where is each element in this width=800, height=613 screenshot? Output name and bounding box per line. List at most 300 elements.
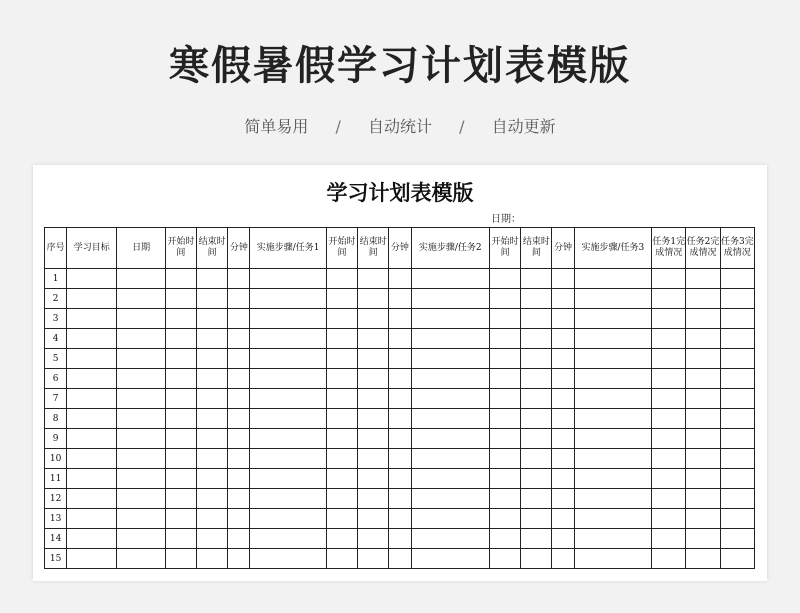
table-cell[interactable]: [574, 329, 652, 349]
table-row: [45, 509, 755, 529]
table-cell[interactable]: [165, 429, 196, 449]
table-cell[interactable]: [165, 369, 196, 389]
table-cell[interactable]: [358, 489, 389, 509]
spreadsheet-preview: [33, 165, 767, 581]
table-cell[interactable]: [228, 449, 250, 469]
col-header: 学习目标: [67, 228, 117, 269]
col-header: 日期: [117, 228, 165, 269]
feature-auto-update: 自动更新: [491, 117, 556, 136]
row-number-cell: 9: [45, 429, 67, 449]
col-header: 开始时间: [490, 228, 521, 269]
table-cell[interactable]: [165, 289, 196, 309]
table-cell[interactable]: [117, 469, 165, 489]
table-cell[interactable]: [117, 549, 165, 569]
table-cell[interactable]: [411, 329, 490, 349]
table-cell[interactable]: [358, 529, 389, 549]
table-cell[interactable]: [197, 369, 228, 389]
table-cell[interactable]: [389, 489, 411, 509]
table-cell[interactable]: [574, 349, 652, 369]
table-cell[interactable]: [521, 389, 552, 409]
table-cell[interactable]: [197, 449, 228, 469]
table-cell[interactable]: [228, 269, 250, 289]
table-cell[interactable]: [250, 269, 327, 289]
table-cell[interactable]: [228, 529, 250, 549]
row-number-cell: 11: [45, 469, 67, 489]
col-header: 开始时间: [326, 228, 357, 269]
table-cell[interactable]: [552, 349, 574, 369]
table-cell[interactable]: [411, 349, 490, 369]
table-cell[interactable]: [490, 429, 521, 449]
table-cell[interactable]: [389, 329, 411, 349]
row-number-cell: 3: [45, 309, 67, 329]
table-cell[interactable]: [686, 489, 720, 509]
table-cell[interactable]: [358, 409, 389, 429]
table-cell[interactable]: [228, 509, 250, 529]
table-cell[interactable]: [552, 489, 574, 509]
table-cell[interactable]: [411, 369, 490, 389]
table-cell[interactable]: [250, 349, 327, 369]
table-cell[interactable]: [358, 549, 389, 569]
table-row: [45, 369, 755, 389]
table-cell[interactable]: [411, 429, 490, 449]
table-cell[interactable]: [117, 269, 165, 289]
table-cell[interactable]: [686, 309, 720, 329]
table-body: [45, 269, 755, 569]
table-cell[interactable]: [228, 549, 250, 569]
table-cell[interactable]: [228, 469, 250, 489]
table-cell[interactable]: [250, 489, 327, 509]
table-cell[interactable]: [389, 389, 411, 409]
table-cell[interactable]: [117, 449, 165, 469]
table-cell[interactable]: [490, 369, 521, 389]
table-cell[interactable]: [67, 429, 117, 449]
table-cell[interactable]: [686, 329, 720, 349]
table-cell[interactable]: [411, 409, 490, 429]
table-cell[interactable]: [67, 509, 117, 529]
table-cell[interactable]: [197, 469, 228, 489]
row-number-cell: 4: [45, 329, 67, 349]
table-cell[interactable]: [250, 309, 327, 329]
table-cell[interactable]: [521, 469, 552, 489]
table-cell[interactable]: [490, 469, 521, 489]
table-cell[interactable]: [389, 409, 411, 429]
table-cell[interactable]: [720, 469, 754, 489]
table-cell[interactable]: [490, 409, 521, 429]
table-cell[interactable]: [197, 309, 228, 329]
table-cell[interactable]: [67, 449, 117, 469]
table-cell[interactable]: [574, 409, 652, 429]
table-cell[interactable]: [490, 309, 521, 329]
table-cell[interactable]: [326, 549, 357, 569]
sheet-title: 学习计划表模版: [326, 180, 474, 205]
table-cell[interactable]: [720, 449, 754, 469]
col-header: 分钟: [552, 228, 574, 269]
table-cell[interactable]: [165, 269, 196, 289]
table-cell[interactable]: [228, 389, 250, 409]
table-cell[interactable]: [326, 469, 357, 489]
table-cell[interactable]: [326, 509, 357, 529]
table-cell[interactable]: [521, 309, 552, 329]
table-cell[interactable]: [411, 269, 490, 289]
table-cell[interactable]: [250, 549, 327, 569]
table-cell[interactable]: [358, 449, 389, 469]
table-cell[interactable]: [552, 509, 574, 529]
table-cell[interactable]: [574, 529, 652, 549]
table-cell[interactable]: [652, 269, 686, 289]
table-cell[interactable]: [490, 529, 521, 549]
table-cell[interactable]: [521, 349, 552, 369]
table-cell[interactable]: [490, 489, 521, 509]
table-cell[interactable]: [720, 329, 754, 349]
table-cell[interactable]: [67, 309, 117, 329]
table-cell[interactable]: [720, 549, 754, 569]
table-cell[interactable]: [521, 549, 552, 569]
table-cell[interactable]: [490, 389, 521, 409]
table-cell[interactable]: [165, 509, 196, 529]
table-cell[interactable]: [720, 349, 754, 369]
table-cell[interactable]: [521, 329, 552, 349]
table-cell[interactable]: [521, 449, 552, 469]
table-cell[interactable]: [574, 309, 652, 329]
table-cell[interactable]: [228, 429, 250, 449]
table-cell[interactable]: [552, 309, 574, 329]
table-cell[interactable]: [250, 369, 327, 389]
study-plan-table: [44, 227, 755, 569]
col-header: 任务3完成情况: [720, 228, 754, 269]
table-row: [45, 449, 755, 469]
table-cell[interactable]: [552, 469, 574, 489]
table-cell[interactable]: [389, 269, 411, 289]
table-cell[interactable]: [67, 409, 117, 429]
table-cell[interactable]: [389, 429, 411, 449]
table-cell[interactable]: [490, 549, 521, 569]
table-cell[interactable]: [720, 369, 754, 389]
table-cell[interactable]: [197, 509, 228, 529]
table-cell[interactable]: [652, 509, 686, 529]
table-cell[interactable]: [358, 349, 389, 369]
table-cell[interactable]: [574, 429, 652, 449]
table-cell[interactable]: [250, 289, 327, 309]
table-cell[interactable]: [228, 349, 250, 369]
table-cell[interactable]: [326, 489, 357, 509]
table-cell[interactable]: [552, 429, 574, 449]
table-cell[interactable]: [228, 289, 250, 309]
table-cell[interactable]: [67, 349, 117, 369]
table-cell[interactable]: [686, 409, 720, 429]
table-cell[interactable]: [197, 389, 228, 409]
table-cell[interactable]: [165, 469, 196, 489]
table-cell[interactable]: [389, 349, 411, 369]
table-cell[interactable]: [250, 449, 327, 469]
table-cell[interactable]: [165, 389, 196, 409]
table-cell[interactable]: [228, 489, 250, 509]
table-cell[interactable]: [652, 469, 686, 489]
table-cell[interactable]: [228, 409, 250, 429]
table-cell[interactable]: [389, 369, 411, 389]
table-cell[interactable]: [117, 329, 165, 349]
separator: /: [335, 117, 341, 136]
table-cell[interactable]: [552, 389, 574, 409]
table-cell[interactable]: [686, 289, 720, 309]
table-cell[interactable]: [521, 369, 552, 389]
table-cell[interactable]: [552, 549, 574, 569]
table-cell[interactable]: [197, 289, 228, 309]
table-cell[interactable]: [720, 489, 754, 509]
table-cell[interactable]: [358, 289, 389, 309]
table-cell[interactable]: [326, 389, 357, 409]
table-cell[interactable]: [326, 409, 357, 429]
table-cell[interactable]: [389, 309, 411, 329]
table-cell[interactable]: [652, 529, 686, 549]
table-cell[interactable]: [552, 369, 574, 389]
table-cell[interactable]: [197, 409, 228, 429]
table-cell[interactable]: [389, 529, 411, 549]
table-cell[interactable]: [411, 489, 490, 509]
table-cell[interactable]: [165, 329, 196, 349]
table-cell[interactable]: [67, 289, 117, 309]
table-cell[interactable]: [197, 329, 228, 349]
table-cell[interactable]: [490, 449, 521, 469]
table-cell[interactable]: [197, 529, 228, 549]
table-cell[interactable]: [165, 529, 196, 549]
row-number-cell: 13: [45, 509, 67, 529]
table-cell[interactable]: [67, 269, 117, 289]
table-cell[interactable]: [411, 529, 490, 549]
table-cell[interactable]: [117, 349, 165, 369]
table-cell[interactable]: [165, 309, 196, 329]
table-cell[interactable]: [521, 269, 552, 289]
table-cell[interactable]: [250, 469, 327, 489]
col-header: 结束时间: [521, 228, 552, 269]
table-cell[interactable]: [411, 289, 490, 309]
table-cell[interactable]: [574, 469, 652, 489]
table-cell[interactable]: [165, 409, 196, 429]
table-cell[interactable]: [358, 389, 389, 409]
row-number-cell: 12: [45, 489, 67, 509]
table-cell[interactable]: [652, 409, 686, 429]
table-cell[interactable]: [326, 449, 357, 469]
table-cell[interactable]: [389, 469, 411, 489]
table-cell[interactable]: [521, 509, 552, 529]
table-cell[interactable]: [411, 469, 490, 489]
row-number-cell: 8: [45, 409, 67, 429]
table-cell[interactable]: [228, 309, 250, 329]
table-cell[interactable]: [652, 489, 686, 509]
table-cell[interactable]: [117, 509, 165, 529]
table-cell[interactable]: [652, 309, 686, 329]
table-cell[interactable]: [250, 409, 327, 429]
table-cell[interactable]: [720, 509, 754, 529]
table-cell[interactable]: [552, 409, 574, 429]
table-cell[interactable]: [67, 329, 117, 349]
table-cell[interactable]: [358, 369, 389, 389]
table-cell[interactable]: [326, 269, 357, 289]
table-cell[interactable]: [652, 389, 686, 409]
table-cell[interactable]: [411, 509, 490, 529]
table-cell[interactable]: [574, 549, 652, 569]
table-cell[interactable]: [67, 549, 117, 569]
table-cell[interactable]: [574, 509, 652, 529]
table-row: [45, 269, 755, 289]
table-cell[interactable]: [67, 469, 117, 489]
row-number-cell: 1: [45, 269, 67, 289]
table-cell[interactable]: [326, 529, 357, 549]
table-cell[interactable]: [326, 329, 357, 349]
row-number-cell: 10: [45, 449, 67, 469]
table-cell[interactable]: [389, 449, 411, 469]
table-cell[interactable]: [490, 329, 521, 349]
table-row: [45, 409, 755, 429]
col-header: 结束时间: [197, 228, 228, 269]
table-cell[interactable]: [490, 269, 521, 289]
table-cell[interactable]: [720, 429, 754, 449]
table-row: [45, 309, 755, 329]
table-cell[interactable]: [411, 549, 490, 569]
table-cell[interactable]: [521, 529, 552, 549]
table-cell[interactable]: [358, 309, 389, 329]
table-cell[interactable]: [250, 529, 327, 549]
col-header: 任务2完成情况: [686, 228, 720, 269]
table-cell[interactable]: [117, 389, 165, 409]
table-cell[interactable]: [117, 409, 165, 429]
table-cell[interactable]: [358, 509, 389, 529]
feature-easy: 简单易用: [244, 117, 309, 136]
table-cell[interactable]: [67, 369, 117, 389]
table-cell[interactable]: [228, 329, 250, 349]
table-cell[interactable]: [686, 449, 720, 469]
table-cell[interactable]: [720, 289, 754, 309]
table-cell[interactable]: [117, 289, 165, 309]
table-cell[interactable]: [326, 289, 357, 309]
table-cell[interactable]: [326, 369, 357, 389]
feature-auto-stats: 自动统计: [367, 117, 432, 136]
table-cell[interactable]: [686, 469, 720, 489]
table-cell[interactable]: [720, 309, 754, 329]
table-cell[interactable]: [552, 269, 574, 289]
table-cell[interactable]: [250, 329, 327, 349]
table-cell[interactable]: [574, 369, 652, 389]
col-header: 分钟: [389, 228, 411, 269]
table-cell[interactable]: [117, 429, 165, 449]
table-cell[interactable]: [326, 309, 357, 329]
table-cell[interactable]: [228, 369, 250, 389]
table-cell[interactable]: [411, 309, 490, 329]
table-cell[interactable]: [574, 449, 652, 469]
table-cell[interactable]: [574, 389, 652, 409]
table-cell[interactable]: [686, 369, 720, 389]
table-cell[interactable]: [165, 489, 196, 509]
table-cell[interactable]: [358, 269, 389, 289]
table-cell[interactable]: [720, 269, 754, 289]
table-cell[interactable]: [686, 269, 720, 289]
table-cell[interactable]: [686, 349, 720, 369]
table-cell[interactable]: [720, 409, 754, 429]
table-cell[interactable]: [686, 429, 720, 449]
table-cell[interactable]: [574, 289, 652, 309]
table-cell[interactable]: [411, 449, 490, 469]
table-cell[interactable]: [521, 409, 552, 429]
table-cell[interactable]: [326, 429, 357, 449]
table-cell[interactable]: [389, 289, 411, 309]
table-cell[interactable]: [720, 529, 754, 549]
table-cell[interactable]: [358, 329, 389, 349]
table-cell[interactable]: [652, 449, 686, 469]
table-cell[interactable]: [552, 529, 574, 549]
table-cell[interactable]: [652, 549, 686, 569]
table-cell[interactable]: [67, 389, 117, 409]
table-cell[interactable]: [389, 509, 411, 529]
table-cell[interactable]: [197, 429, 228, 449]
table-cell[interactable]: [326, 349, 357, 369]
table-cell[interactable]: [490, 349, 521, 369]
table-cell[interactable]: [67, 529, 117, 549]
table-cell[interactable]: [490, 289, 521, 309]
separator: /: [459, 117, 465, 136]
table-row: [45, 349, 755, 369]
table-cell[interactable]: [552, 329, 574, 349]
table-cell[interactable]: [250, 509, 327, 529]
table-cell[interactable]: [552, 289, 574, 309]
table-cell[interactable]: [165, 349, 196, 369]
col-header: 开始时间: [165, 228, 196, 269]
table-cell[interactable]: [552, 449, 574, 469]
row-number-cell: 14: [45, 529, 67, 549]
table-cell[interactable]: [686, 529, 720, 549]
table-cell[interactable]: [574, 489, 652, 509]
table-cell[interactable]: [686, 549, 720, 569]
table-cell[interactable]: [117, 529, 165, 549]
table-cell[interactable]: [117, 369, 165, 389]
table-cell[interactable]: [521, 289, 552, 309]
table-cell[interactable]: [652, 429, 686, 449]
table-cell[interactable]: [165, 549, 196, 569]
row-number-cell: 2: [45, 289, 67, 309]
table-cell[interactable]: [67, 489, 117, 509]
feature-tagline: [0, 114, 800, 137]
row-number-cell: 5: [45, 349, 67, 369]
table-cell[interactable]: [490, 509, 521, 529]
table-cell[interactable]: [411, 389, 490, 409]
table-cell[interactable]: [250, 389, 327, 409]
table-cell[interactable]: [521, 489, 552, 509]
table-cell[interactable]: [720, 389, 754, 409]
table-row: [45, 329, 755, 349]
table-cell[interactable]: [652, 289, 686, 309]
table-cell[interactable]: [389, 549, 411, 569]
col-header: 实施步骤/任务3: [574, 228, 652, 269]
table-cell[interactable]: [197, 349, 228, 369]
table-row: [45, 489, 755, 509]
table-cell[interactable]: [117, 489, 165, 509]
table-cell[interactable]: [574, 269, 652, 289]
table-cell[interactable]: [521, 429, 552, 449]
table-cell[interactable]: [165, 449, 196, 469]
table-cell[interactable]: [197, 269, 228, 289]
row-number-cell: 6: [45, 369, 67, 389]
table-cell[interactable]: [117, 309, 165, 329]
table-cell[interactable]: [686, 389, 720, 409]
table-cell[interactable]: [358, 469, 389, 489]
col-header: 实施步骤/任务1: [250, 228, 327, 269]
table-cell[interactable]: [652, 349, 686, 369]
table-cell[interactable]: [652, 369, 686, 389]
table-cell[interactable]: [358, 429, 389, 449]
table-cell[interactable]: [197, 549, 228, 569]
table-cell[interactable]: [197, 489, 228, 509]
table-cell[interactable]: [652, 329, 686, 349]
table-cell[interactable]: [250, 429, 327, 449]
table-cell[interactable]: [686, 509, 720, 529]
